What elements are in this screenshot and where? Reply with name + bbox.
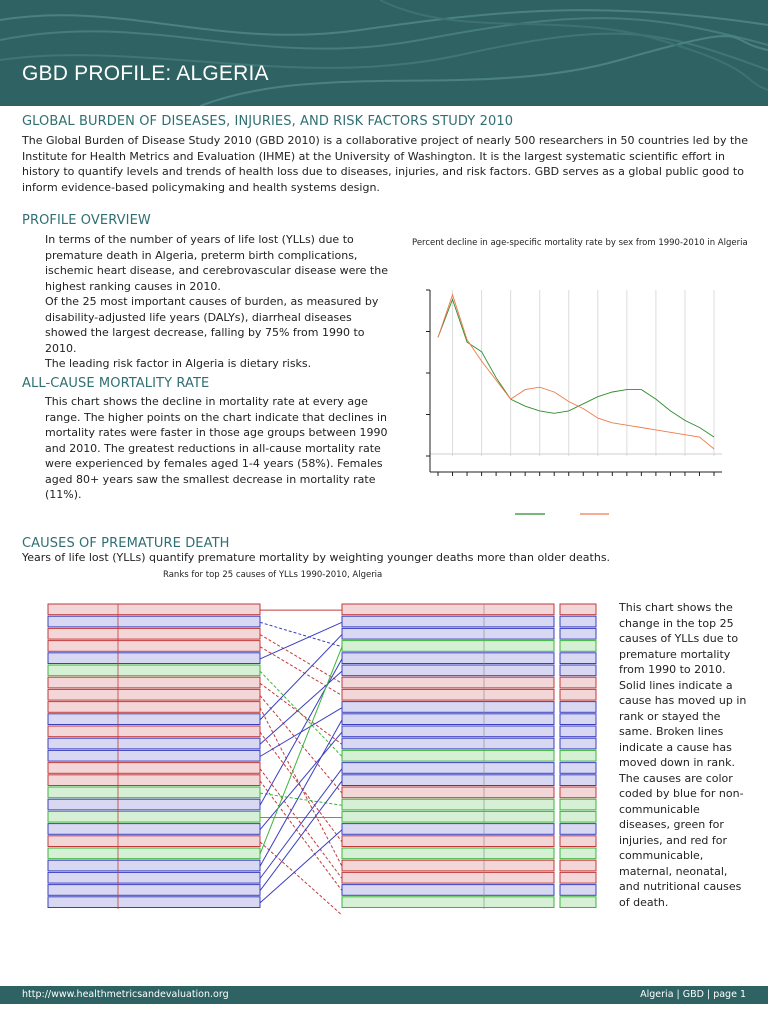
rank-2010-box	[342, 604, 554, 615]
rank-1990-box	[48, 763, 260, 774]
rank-2010-box	[342, 811, 554, 822]
rank-2010-box	[342, 763, 554, 774]
footer-page-label: Algeria | GBD | page 1	[640, 989, 746, 1000]
rank-connector	[260, 635, 342, 684]
mortality-paragraph: This chart shows the decline in mortality rate at every age range. The higher points on the chart indicate that declines in mortality rates were faster in those age groups between 1990 and 2010. The greatest reductions in all-cause mortality rate were experienced by females aged 1-4 years (58%). Females aged 80+ years saw the smallest decrease in mortality rate (11%).	[45, 395, 388, 501]
rank-2010-box	[342, 616, 554, 627]
overview-bullets	[45, 232, 391, 372]
rank-1990-box	[48, 702, 260, 713]
rank-change-box	[560, 702, 596, 713]
rank-1990-box	[48, 653, 260, 664]
rank-2010-box	[342, 775, 554, 786]
rank-1990-box	[48, 836, 260, 847]
rank-1990-box	[48, 714, 260, 725]
rank-connector	[260, 647, 342, 696]
series-line-1	[438, 295, 714, 449]
rank-1990-box	[48, 604, 260, 615]
rank-2010-box	[342, 787, 554, 798]
rank-change-box	[560, 653, 596, 664]
rank-1990-box	[48, 677, 260, 688]
rank-change-box	[560, 763, 596, 774]
rank-connector	[260, 732, 342, 842]
rank-2010-box	[342, 677, 554, 688]
rank-2010-box	[342, 641, 554, 652]
rank-change-box	[560, 848, 596, 859]
rank-1990-box	[48, 872, 260, 883]
ranks-chart-title: Ranks for top 25 causes of YLLs 1990-2010, Algeria	[163, 570, 383, 580]
intro-paragraph: The Global Burden of Disease Study 2010 (GBD 2010) is a collaborative project of nearly 500 researchers in 50 countries led by the Institute for Health Metrics and Evaluation (IHME) at the University of Washington. It is the largest systematic scientific effort in history to quantify levels and trends of health loss due to diseases, injuries, and risk factors. GBD serves as a global public good to inform evidence-based policymaking and health systems design.	[22, 134, 748, 194]
rank-1990-box	[48, 787, 260, 798]
rank-change-box	[560, 787, 596, 798]
ranks-bump-chart	[40, 598, 600, 958]
rank-change-box	[560, 811, 596, 822]
rank-2010-box	[342, 665, 554, 676]
rank-2010-box	[342, 897, 554, 908]
rank-2010-box	[342, 885, 554, 896]
rank-2010-box	[342, 799, 554, 810]
mortality-line-chart	[400, 280, 740, 530]
page-footer	[0, 986, 768, 1004]
rank-1990-box	[48, 628, 260, 639]
overview-heading: PROFILE OVERVIEW	[22, 213, 151, 228]
rank-change-box	[560, 604, 596, 615]
rank-1990-box	[48, 799, 260, 810]
series-line-0	[438, 300, 714, 438]
rank-change-box	[560, 616, 596, 627]
rank-connector	[260, 622, 342, 646]
rank-change-box	[560, 860, 596, 871]
rank-1990-box	[48, 616, 260, 627]
rank-1990-box	[48, 665, 260, 676]
premature-subtitle: Years of life lost (YLLs) quantify premature mortality by weighting younger deaths more than older deaths.	[22, 551, 611, 564]
rank-1990-box	[48, 824, 260, 835]
rank-1990-box	[48, 860, 260, 871]
rank-2010-box	[342, 824, 554, 835]
rank-change-box	[560, 665, 596, 676]
rank-2010-box	[342, 702, 554, 713]
rank-connector	[260, 683, 342, 744]
rank-change-box	[560, 677, 596, 688]
rank-change-box	[560, 897, 596, 908]
ranks-chart-description: This chart shows the change in the top 25 causes of YLLs due to premature mortality from 1990 to 2010. Solid lines indicate a cause has moved up in rank or stayed the same. Broken lines indicate a cause has moved down in rank. The causes are color coded by blue for non-communicable diseases, green for injuries, and red for communicable, maternal, neonatal, and nutritional causes of death.	[619, 601, 747, 909]
rank-1990-box	[48, 750, 260, 761]
rank-2010-box	[342, 689, 554, 700]
rank-change-box	[560, 689, 596, 700]
rank-2010-box	[342, 848, 554, 859]
rank-1990-box	[48, 726, 260, 737]
footer-link[interactable]: http://www.healthmetricsandevaluation.org	[22, 989, 229, 1000]
rank-2010-box	[342, 872, 554, 883]
rank-change-box	[560, 824, 596, 835]
banner-wave-decoration	[0, 0, 768, 106]
rank-change-box	[560, 726, 596, 737]
rank-2010-box	[342, 738, 554, 749]
rank-1990-box	[48, 811, 260, 822]
rank-2010-box	[342, 836, 554, 847]
rank-change-box	[560, 628, 596, 639]
rank-connector	[260, 842, 342, 915]
rank-connector	[260, 720, 342, 866]
rank-connector	[260, 793, 342, 805]
rank-change-box	[560, 836, 596, 847]
rank-change-box	[560, 738, 596, 749]
overview-bullet: Of the 25 most important causes of burden, as measured by disability-adjusted life years (DALYs), diarrheal diseases showed the largest decrease, falling by 75% from 1990 to 2010.	[45, 295, 379, 355]
rank-change-box	[560, 641, 596, 652]
rank-2010-box	[342, 860, 554, 871]
rank-2010-box	[342, 750, 554, 761]
rank-1990-box	[48, 738, 260, 749]
header-banner	[0, 0, 768, 106]
rank-connector	[260, 732, 342, 830]
premature-heading: CAUSES OF PREMATURE DEATH	[22, 536, 230, 551]
rank-2010-box	[342, 653, 554, 664]
rank-1990-box	[48, 689, 260, 700]
intro-heading: GLOBAL BURDEN OF DISEASES, INJURIES, AND RISK FACTORS STUDY 2010	[22, 114, 514, 129]
rank-2010-box	[342, 726, 554, 737]
rank-change-box	[560, 872, 596, 883]
rank-change-box	[560, 775, 596, 786]
rank-2010-box	[342, 628, 554, 639]
overview-bullet: The leading risk factor in Algeria is dietary risks.	[45, 357, 312, 370]
rank-change-box	[560, 750, 596, 761]
rank-2010-box	[342, 714, 554, 725]
mortality-heading: ALL-CAUSE MORTALITY RATE	[22, 376, 210, 391]
rank-1990-box	[48, 885, 260, 896]
rank-connector	[260, 830, 342, 903]
rank-change-box	[560, 714, 596, 725]
rank-change-box	[560, 799, 596, 810]
rank-1990-box	[48, 897, 260, 908]
rank-change-box	[560, 885, 596, 896]
overview-bullet: In terms of the number of years of life lost (YLLs) due to premature death in Algeria, preterm birth complications, ischemic heart disease, and cerebrovascular disease were the highest ranking causes in 2010.	[45, 233, 388, 293]
page-title: GBD PROFILE: ALGERIA	[22, 62, 269, 85]
rank-1990-box	[48, 848, 260, 859]
rank-connector	[260, 622, 342, 659]
mortality-chart-title: Percent decline in age-specific mortality rate by sex from 1990-2010 in Algeria	[412, 238, 748, 248]
rank-1990-box	[48, 641, 260, 652]
rank-1990-box	[48, 775, 260, 786]
